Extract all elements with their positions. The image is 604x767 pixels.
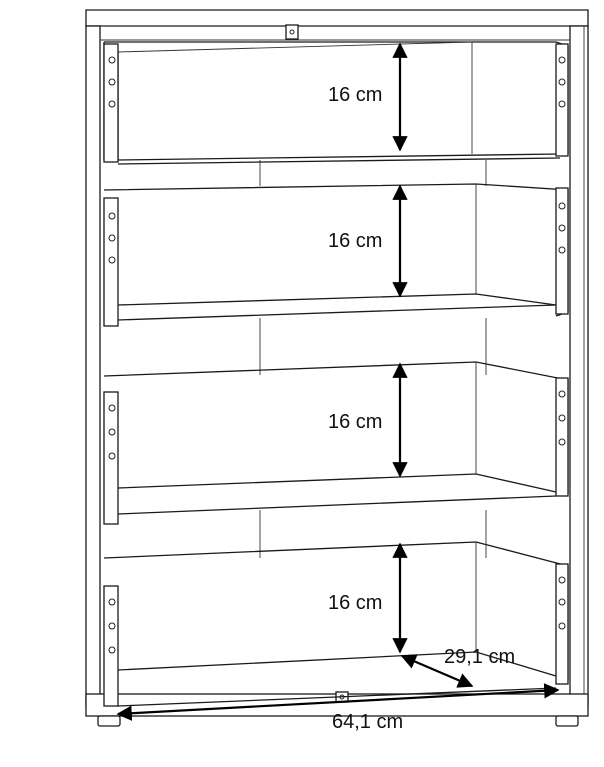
height-label-1: 16 cm (328, 84, 383, 106)
left-side-panel (86, 26, 100, 706)
height-label-4: 16 cm (328, 592, 383, 614)
right-side-panel (570, 26, 588, 706)
drawer-3 (104, 362, 568, 524)
cabinet-body (86, 10, 588, 726)
drawer-2 (104, 184, 568, 326)
depth-label: 29,1 cm (444, 646, 516, 668)
top-board (86, 10, 588, 26)
height-label-3: 16 cm (328, 411, 383, 433)
foot-right (556, 716, 578, 726)
drawer-4 (104, 542, 568, 706)
width-label: 64,1 cm (332, 711, 404, 733)
foot-left (98, 716, 120, 726)
height-label-2: 16 cm (328, 230, 383, 252)
